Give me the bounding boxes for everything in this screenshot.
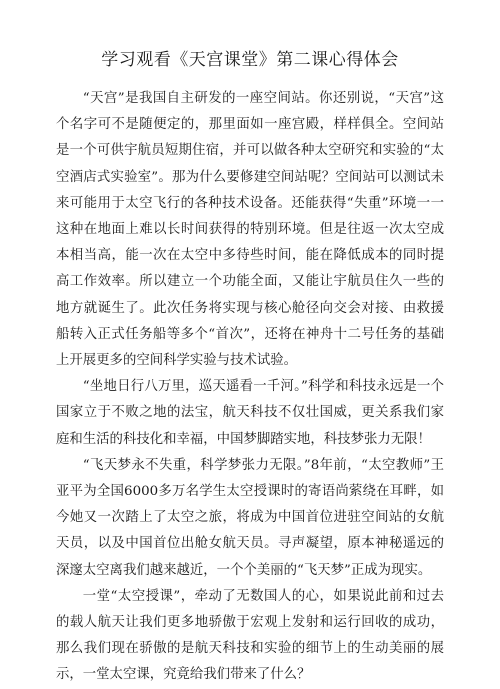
paragraph-wang-yaping: “飞天梦永不失重，科学梦张力无限。”8年前，“太空教师”王亚平为全国6000多万名学生太空授课时的寄语尚萦绕在耳畔，如今她又一次踏上了太空之旅，将成为中国首位进驻空间站的女航天员，以及中国首位出舱女航天员。寻声凝望，原本神秘遥远的深邃太空离我们越来越近，一个个美丽的“飞天梦”正成为现实。 [56,457,444,578]
paragraph-poem-quote: “坐地日行八万里，巡天遥看一千河。”科学和科技永远是一个国家立于不败之地的法宝，航天科技不仅壮国威，更关系我们家庭和生活的科技化和幸福，中国梦脚踏实地，科技梦张力无限！ [56,379,444,447]
paragraph-tiangong-intro: “天宫”是我国自主研发的一座空间站。你还别说，“天宫”这个名字可不是随便定的，那里面如一座宫殿，样样俱全。空间站是一个可供宇航员短期住宿，并可以做各种太空研究和实验的“太空酒店式实验室”。那为什么要修建空间站呢？空间站可以测试未来可能用于太空飞行的各种技术设备。还能获得“失重”环境一一这种在地面上难以长时间获得的特别环境。但是往返一次太空成本相当高，能一次在太空中多待些时间，能在降低成本的同时提高工作效率。所以建立一个功能全面，又能让宇航员住久一些的地方就诞生了。此次任务将实现与核心舱径向交会对接、由救援船转入正式任务船等多个“首次”，还将在神舟十二号任务的基础上开展更多的空间科学实验与技术试验。 [56,91,444,369]
paragraph-space-class: 一堂“太空授课”，牵动了无数国人的心，如果说此前和过去的载人航天让我们更多地骄傲于宏观上发射和运行回收的成功，那么我们现在骄傲的是航天科技和实验的细节上的生动美丽的展示，一堂太空课，究竟给我们带来了什么？ [56,588,444,683]
page-title: 学习观看《天宫课堂》第二课心得体会 [101,50,399,70]
